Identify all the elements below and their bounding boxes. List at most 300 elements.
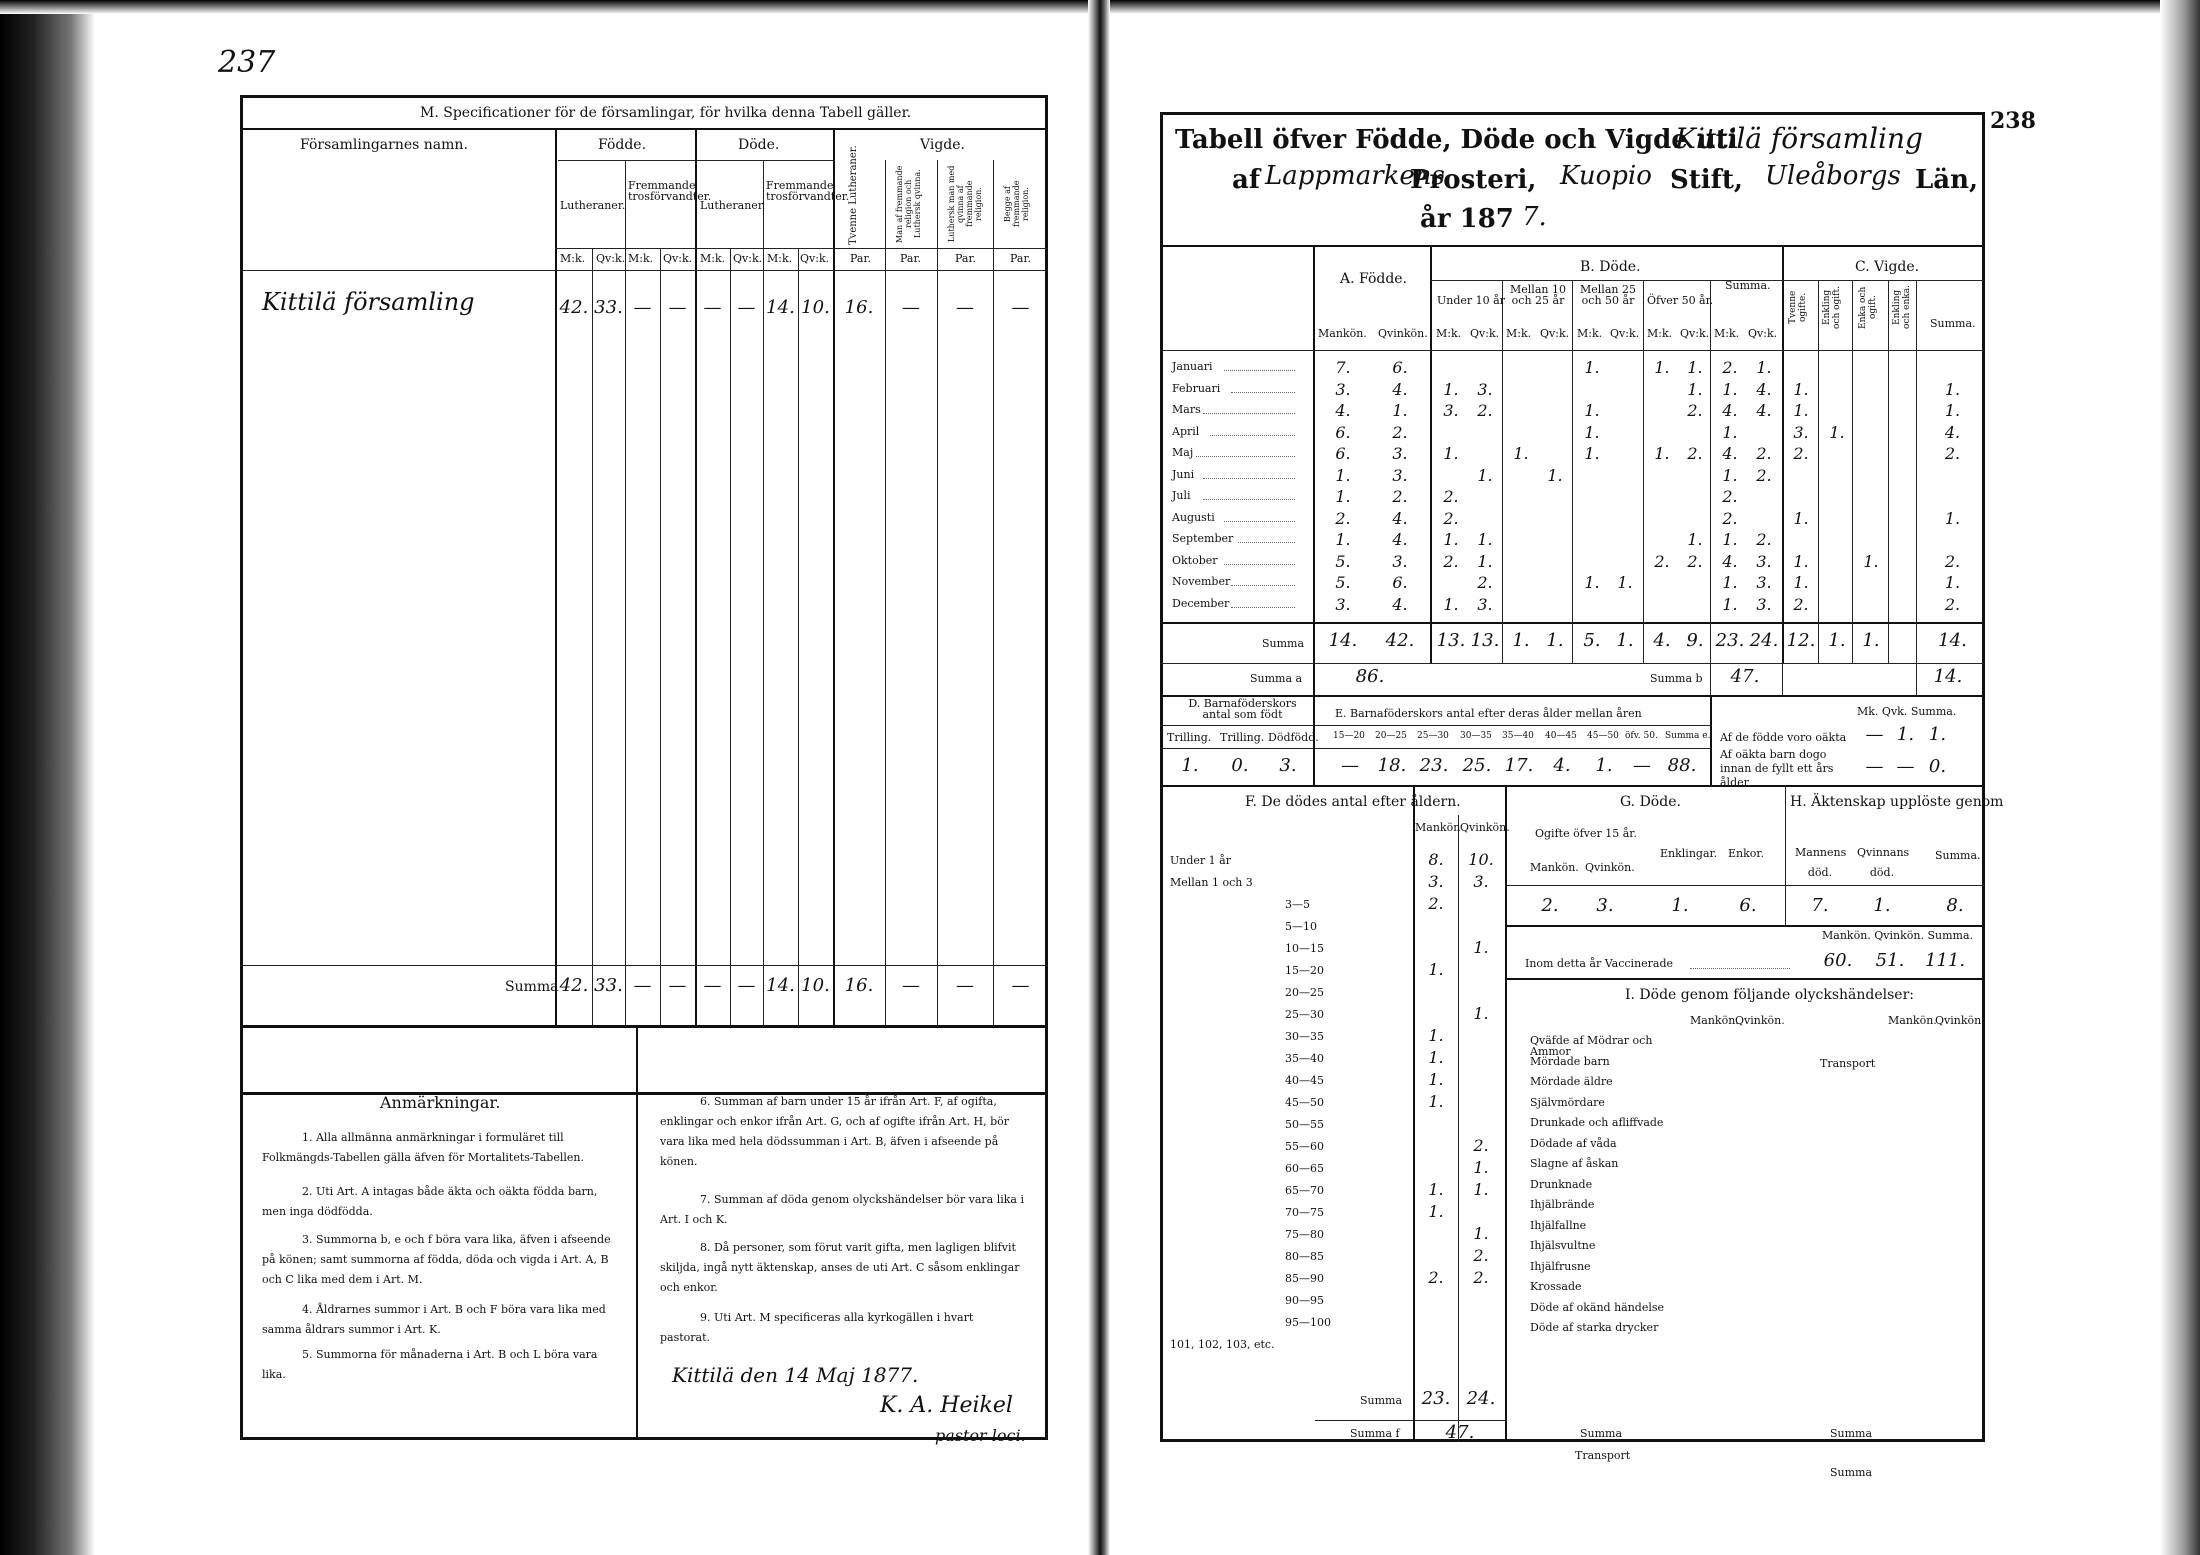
b-under10: Under 10 år (1437, 294, 1505, 307)
month-value: 1. (1584, 401, 1600, 420)
title-lan: Län, (1915, 165, 1979, 195)
month-value: 1. (1722, 379, 1738, 399)
month-value: 1. (1335, 487, 1351, 506)
hdr-qvk-2: Qv:k. (663, 252, 693, 265)
sum-val: — (956, 975, 974, 996)
e-col: 25—30 (1417, 731, 1449, 741)
b-25-50: Mellan 25 och 50 år (1580, 283, 1636, 307)
left-edge-shadow (0, 0, 95, 1555)
month-value: 5. (1335, 551, 1351, 571)
hdr-mankon: Mankön. (1318, 327, 1367, 340)
d-val-3: 3. (1279, 755, 1297, 776)
f-head: F. De dödes antal efter åldern. (1245, 794, 1461, 810)
f-m-value: 1. (1428, 1092, 1444, 1111)
leader-dots (1231, 392, 1295, 393)
hdr-qvk-3: Qv:k. (733, 252, 763, 265)
month-value: 2. (1654, 551, 1670, 571)
summa-value: 13. (1436, 630, 1466, 651)
anm-2: 2. Uti Art. A intagas både äkta och oäkta födda barn, men inga dödfödda. (262, 1185, 598, 1218)
month-value: 2. (1722, 508, 1738, 528)
g-head: G. Döde. (1620, 794, 1681, 810)
m-val: — (703, 297, 722, 318)
hdr-qvk: Qv:k. (1610, 327, 1640, 340)
month-value: 1. (1584, 358, 1600, 377)
sum-val: 14. (766, 975, 795, 996)
sub-lutheraner-fodde: Lutheraner. (560, 199, 626, 212)
f-summa-label: Summa (1360, 1394, 1403, 1407)
vacc-head: Mankön. Qvinkön. Summa. (1822, 929, 1974, 942)
hdr-qvk-1: Qv:k. (596, 252, 626, 265)
f-summa-m: 23. (1421, 1388, 1451, 1409)
month-value: 3. (1335, 594, 1351, 614)
summa-value: 1. (1616, 630, 1634, 651)
month-value: 1. (1944, 379, 1961, 399)
hdr-par-2: Par. (900, 252, 922, 265)
hdr-mk-2: M:k. (628, 252, 654, 265)
summa-value: 42. (1385, 630, 1415, 651)
title-parish: Kittilä församling (1675, 122, 1923, 155)
hdr-par-4: Par. (1010, 252, 1032, 265)
m-val: — (902, 297, 920, 318)
month-value: 2. (1687, 551, 1703, 571)
month-value: 1. (1392, 401, 1408, 420)
e-col: 35—40 (1502, 731, 1534, 741)
month-value: 3. (1443, 401, 1459, 420)
hdr-qvk: Qv:k. (1540, 327, 1570, 340)
summa-b-label: Summa b (1650, 672, 1703, 685)
e-col: Summa e. (1665, 731, 1711, 741)
month-label: Mars (1172, 403, 1201, 416)
month-label: December (1172, 596, 1230, 610)
page-number-left: 237 (218, 45, 276, 80)
month-label: Oktober (1172, 553, 1218, 567)
h-summa: Summa. (1935, 849, 1981, 862)
title-year-digit: 7. (1522, 202, 1547, 232)
month-value: 3. (1335, 379, 1351, 399)
age-label: 95—100 (1285, 1316, 1331, 1329)
book-gutter (1088, 0, 1110, 1555)
month-value: 5. (1335, 573, 1351, 592)
month-value: 6. (1392, 358, 1408, 377)
month-value: 1. (1513, 444, 1529, 463)
age-label: 55—60 (1285, 1140, 1324, 1153)
accident-label: Ihjälfallne (1530, 1218, 1587, 1232)
e-col: 45—50 (1587, 731, 1619, 741)
f-q-value: 3. (1473, 872, 1489, 891)
hdr-par-3: Par. (955, 252, 977, 265)
month-value: 4. (1756, 401, 1772, 420)
age-label: 50—55 (1285, 1118, 1324, 1131)
month-value: 4. (1335, 401, 1351, 420)
left-summa-label: Summa (505, 979, 559, 995)
d-val-2: 0. (1231, 755, 1249, 776)
d-col-2: Trilling. (1220, 731, 1265, 744)
m-val: — (737, 297, 756, 318)
month-value: 4. (1722, 444, 1738, 463)
age-label: Mellan 1 och 3 (1170, 876, 1253, 889)
m-val: — (1011, 297, 1030, 318)
month-value: 1. (1687, 379, 1703, 399)
oakta-head: Mk. Qvk. Summa. (1857, 705, 1957, 718)
signature-place: Kittilä den 14 Maj 1877. (672, 1363, 919, 1387)
month-value: 2. (1335, 508, 1351, 528)
age-label: Under 1 år (1170, 854, 1231, 867)
anm-8: 8. Då personer, som förut varit gifta, men lagligen blifvit skiljda, ingå nytt äktenskap, anses de uti Art. C såsom enklingar och enkor. (660, 1241, 1020, 1294)
month-value: 1. (1584, 444, 1600, 463)
h-val-3: 8. (1946, 895, 1964, 916)
h-val-2: 1. (1873, 895, 1891, 916)
accident-label: Ihjälbrände (1530, 1198, 1595, 1211)
month-value: 1. (1793, 551, 1809, 571)
sum-val: — (1011, 975, 1030, 996)
accident-label: Mördade barn (1530, 1054, 1610, 1068)
month-label: Januari (1172, 360, 1213, 373)
hdr-qvk: Qv:k. (1748, 327, 1778, 340)
hdr-qvk: Qv:k. (1470, 327, 1500, 340)
month-value: 2. (1722, 487, 1738, 506)
signature-name: K. A. Heikel (880, 1393, 1013, 1418)
summa-label: Summa (1262, 637, 1305, 650)
anm-1: 1. Alla allmänna anmärkningar i formuläret till Folkmängds-Tabellen gälla äfven för Mortalitets-Tabellen. (262, 1131, 584, 1164)
month-value: 2. (1392, 422, 1408, 442)
i-mankon-1: Mankön. (1690, 1014, 1739, 1027)
month-value: 7. (1335, 358, 1351, 377)
month-value: 1. (1687, 358, 1703, 377)
title-stift-name: Kuopio (1560, 161, 1652, 191)
i-transport-bottom: Transport (1575, 1449, 1631, 1462)
leader-dots (1224, 521, 1295, 522)
summa-a-value: 86. (1355, 666, 1385, 687)
e-col: 15—20 (1333, 731, 1365, 741)
month-value: 2. (1477, 401, 1493, 420)
summa-value: 24. (1749, 630, 1779, 651)
leader-dots (1196, 456, 1295, 457)
f-m-value: 1. (1428, 1048, 1444, 1067)
h-val-1: 7. (1811, 895, 1829, 916)
h-qvinnans: Qvinnans död. (1857, 846, 1910, 879)
title-prosteri: Prosteri, (1410, 165, 1537, 195)
age-label: 30—35 (1285, 1030, 1324, 1043)
col-dode: Döde. (738, 137, 780, 153)
page-number-right: 238 (1990, 108, 2036, 134)
summa-value: 14. (1328, 630, 1358, 651)
month-value: 3. (1392, 465, 1408, 485)
accident-label: Döde af starka drycker (1530, 1321, 1659, 1334)
summa-value: 23. (1715, 630, 1745, 651)
h-mannens: Mannens död. (1795, 846, 1847, 879)
e-value: 17. (1504, 755, 1534, 776)
month-value: 1. (1584, 422, 1600, 442)
age-label: 20—25 (1285, 986, 1324, 999)
i-mankon-2: Mankön. (1888, 1014, 1937, 1027)
oakta-1: Af de födde voro oäkta (1720, 731, 1847, 744)
month-value: 2. (1443, 551, 1459, 571)
month-value: 1. (1793, 508, 1809, 528)
month-value: 2. (1756, 465, 1772, 485)
age-label: 65—70 (1285, 1184, 1324, 1197)
month-value: 1. (1443, 444, 1459, 463)
sub-man-af: Man af fremmande religion och Luthersk qvinna. (895, 165, 922, 243)
anm-4: 4. Åldrarnes summor i Art. B och F böra vara lika med samma åldrars summor i Art. K. (262, 1303, 606, 1336)
accident-label: Ihjälfrusne (1530, 1259, 1591, 1273)
leader-dots (1231, 585, 1295, 586)
i-transport: Transport (1820, 1057, 1876, 1070)
d-head: D. Barnaföderskors antal som födt (1188, 697, 1297, 721)
m-val: — (633, 297, 652, 318)
accident-label: Självmördare (1530, 1095, 1605, 1109)
hdr-mk-4: M:k. (767, 252, 793, 265)
anm-6: 6. Summan af barn under 15 år ifrån Art. F, af ogifta, enklingar och enkor ifrån Art. G, och af ogifte ifrån Art. H, bör vara lika med hela dödssumman i Art. B, äfven i afseende på könen. (660, 1095, 1010, 1168)
f-q-value: 2. (1473, 1268, 1489, 1287)
oakta-1-v3: 1. (1928, 724, 1947, 745)
f-m-value: 1. (1428, 960, 1444, 979)
f-q-value: 1. (1473, 938, 1489, 957)
sum-val: — (737, 975, 756, 996)
month-value: 1. (1829, 422, 1845, 442)
e-col: 30—35 (1460, 731, 1492, 741)
summa-value: 14. (1938, 630, 1967, 651)
m-val: 33. (594, 297, 623, 318)
c-enka-ogift: Enka och ogift. (1858, 286, 1878, 329)
c-enkling-ogift: Enkling och ogift. (1822, 286, 1842, 329)
month-value: 1. (1944, 401, 1961, 420)
month-value: 4. (1392, 594, 1408, 614)
accident-label: Dödade af våda (1530, 1136, 1617, 1150)
oakta-2-v1: — (1865, 756, 1884, 777)
age-label: 45—50 (1285, 1096, 1324, 1109)
month-value: 2. (1944, 444, 1961, 463)
g-val-1: 2. (1541, 895, 1559, 916)
g-ogifta: Ogifte öfver 15 år. (1535, 827, 1637, 840)
summa-value: 4. (1653, 630, 1671, 651)
leader-dots (1203, 478, 1295, 479)
g-val-4: 6. (1739, 895, 1757, 916)
anm-title: Anmärkningar. (380, 1093, 501, 1112)
month-value: 6. (1392, 573, 1408, 592)
g-enklingar: Enklingar. (1660, 847, 1718, 860)
age-label: 10—15 (1285, 942, 1324, 955)
f-m-value: 1. (1428, 1026, 1444, 1045)
c-enkling-enka: Enkling och enka. (1892, 285, 1912, 330)
age-label: 40—45 (1285, 1074, 1324, 1087)
f-m-value: 1. (1428, 1202, 1444, 1221)
summa-value: 1. (1862, 630, 1880, 651)
month-value: 4. (1722, 551, 1738, 571)
left-table-frame (240, 95, 1048, 1095)
hdr-mk: M:k. (1647, 327, 1673, 340)
month-value: 2. (1756, 530, 1772, 549)
e-value: 88. (1667, 755, 1697, 776)
month-value: 2. (1443, 487, 1459, 506)
month-value: 4. (1944, 422, 1961, 442)
oakta-1-v2: 1. (1896, 724, 1915, 745)
title-line-1: Tabell öfver Födde, Döde och Vigde uti (1175, 125, 1738, 155)
sum-val: — (902, 975, 920, 996)
i-summa: Summa (1580, 1427, 1623, 1440)
month-value: 1. (1722, 594, 1738, 614)
month-value: 1. (1944, 573, 1961, 592)
sum-val: 10. (801, 975, 830, 996)
title-stift: Stift, (1670, 165, 1743, 195)
month-label: November (1172, 575, 1231, 588)
leader-dots (1231, 607, 1295, 608)
e-value: 25. (1462, 755, 1492, 776)
age-label: 15—20 (1285, 964, 1324, 977)
g-mankon: Mankön. (1530, 861, 1579, 874)
age-label: 35—40 (1285, 1052, 1324, 1065)
sum-val: 33. (594, 975, 623, 996)
title-lan-name: Uleåborgs (1765, 161, 1901, 191)
month-label: Juli (1172, 489, 1191, 502)
summa-value: 1. (1546, 630, 1564, 651)
b-summa: Summa. (1725, 279, 1771, 292)
month-value: 1. (1863, 551, 1879, 571)
month-value: 1. (1443, 379, 1459, 399)
f-m-value: 8. (1428, 850, 1444, 869)
hdr-qvk-4: Qv:k. (800, 252, 830, 265)
anm-9: 9. Uti Art. M specificeras alla kyrkogällen i hvart pastorat. (660, 1311, 974, 1344)
i-qvinkon-2: Qvinkön. (1935, 1014, 1985, 1027)
age-label: 85—90 (1285, 1272, 1324, 1285)
month-value: 1. (1477, 465, 1493, 485)
leader-dots (1224, 564, 1295, 565)
sum-val: — (633, 975, 652, 996)
g-val-2: 3. (1596, 895, 1614, 916)
month-value: 2. (1392, 487, 1408, 506)
month-value: 2. (1793, 444, 1809, 463)
month-value: 1. (1477, 551, 1493, 571)
anm-7: 7. Summan af döda genom olyckshändelser bör vara lika i Art. I och K. (660, 1193, 1024, 1226)
summa-value: 1. (1512, 630, 1530, 651)
hdr-qvk: Qv:k. (1680, 327, 1710, 340)
d-col-3: Dödfödd. (1268, 731, 1319, 744)
f-mankon: Mankön (1415, 821, 1461, 834)
f-summa-f-value: 47. (1445, 1422, 1475, 1443)
month-value: 2. (1687, 444, 1703, 463)
c-tvenne: Tvenne ogifte. (1788, 290, 1808, 325)
i-summa-3: Summa (1830, 1466, 1873, 1479)
title-prosteri-name: Lappmarkens (1265, 161, 1445, 191)
sub-lutheraner-dode: Lutheraner. (700, 199, 766, 212)
month-value: 6. (1335, 422, 1351, 442)
summa-value: 9. (1686, 630, 1704, 651)
sub-tvenne: Tvenne Lutheraner. (848, 145, 859, 245)
accident-label: Ihjälsvultne (1530, 1239, 1596, 1252)
col-vigde: Vigde. (920, 137, 966, 153)
month-value: 1. (1944, 508, 1961, 528)
month-value: 1. (1477, 530, 1493, 549)
age-label: 90—95 (1285, 1294, 1324, 1307)
month-value: 2. (1793, 594, 1809, 614)
sum-val: 16. (844, 975, 874, 996)
month-value: 1. (1793, 401, 1809, 420)
m-val: 14. (766, 297, 795, 318)
col-fodde: Födde. (598, 137, 647, 153)
month-value: 3. (1756, 594, 1772, 614)
summa-b-value: 47. (1730, 666, 1760, 687)
c-summa: Summa. (1930, 317, 1976, 330)
title-year: år 187 (1420, 204, 1514, 234)
month-value: 1. (1617, 573, 1633, 592)
month-value: 3. (1392, 444, 1408, 463)
month-label: Februari (1172, 381, 1221, 395)
hdr-mk: M:k. (1506, 327, 1532, 340)
month-value: 1. (1756, 358, 1772, 377)
anm-5: 5. Summorna för månaderna i Art. B och L böra vara lika. (262, 1348, 598, 1381)
f-qvinkon: Qvinkön. (1460, 821, 1510, 834)
month-value: 2. (1722, 358, 1738, 377)
sum-val: — (668, 975, 687, 996)
anm-3: 3. Summorna b, e och f böra vara lika, äfven i afseende på könen; samt summorna af födda, döda och vigda i Art. A, B och C lika med dem i Art. M. (262, 1233, 611, 1286)
vacc-val-2: 51. (1875, 950, 1905, 971)
accident-label: Döde af okänd händelse (1530, 1300, 1665, 1314)
month-value: 1. (1443, 594, 1459, 614)
month-value: 6. (1335, 444, 1351, 463)
summa-value: 1. (1828, 630, 1846, 651)
age-label: 80—85 (1285, 1250, 1324, 1263)
section-m-title: M. Specificationer för de församlingar, för hvilka denna Tabell gäller. (420, 105, 912, 121)
age-label: 101, 102, 103, etc. (1170, 1338, 1275, 1351)
vacc-val-1: 60. (1823, 950, 1853, 971)
signature-title: pastor loci. (935, 1426, 1026, 1445)
oakta-2: Af oäkta barn dogo innan de fyllt ett års ålder (1720, 748, 1834, 789)
b-head: B. Döde. (1580, 259, 1641, 275)
summa-value: 12. (1786, 630, 1816, 651)
month-value: 1. (1547, 465, 1563, 485)
hdr-qvinkon: Qvinkön. (1378, 327, 1428, 340)
e-value: — (1633, 755, 1651, 776)
i-summa-2: Summa (1830, 1427, 1873, 1440)
m-val: 10. (801, 297, 830, 318)
e-value: 18. (1377, 755, 1407, 776)
sub-fremmande-dode: Fremmande trosförvandter. (766, 179, 850, 203)
month-value: 4. (1392, 508, 1408, 528)
h-head: H. Äktenskap upplöste genom (1790, 794, 2004, 810)
sub-luthersk-man: Luthersk man med qvinna af fremmande religion. (947, 165, 983, 243)
sum-val: 42. (559, 975, 589, 996)
summa-value: 5. (1583, 630, 1601, 651)
month-value: 1. (1722, 422, 1738, 442)
hdr-par-1: Par. (850, 252, 872, 265)
oakta-2-v2: — (1896, 756, 1915, 777)
oakta-2-v3: 0. (1928, 756, 1947, 777)
age-label: 3—5 (1285, 898, 1310, 911)
leader-dots (1224, 370, 1295, 371)
leader-dots (1238, 542, 1295, 543)
month-value: 1. (1722, 465, 1738, 485)
hdr-mk-1: M:k. (560, 252, 586, 265)
sum-val: — (703, 975, 722, 996)
month-value: 1. (1793, 379, 1809, 399)
age-label: 60—65 (1285, 1162, 1324, 1175)
month-value: 1. (1722, 530, 1738, 549)
f-summa-q: 24. (1466, 1388, 1496, 1409)
month-value: 3. (1392, 551, 1408, 571)
month-value: 3. (1793, 422, 1809, 442)
e-value: — (1341, 755, 1359, 776)
hdr-mk: M:k. (1577, 327, 1603, 340)
month-value: 2. (1756, 444, 1772, 463)
month-label: Maj (1172, 446, 1194, 459)
vacc-val-3: 111. (1925, 950, 1966, 971)
e-col: 40—45 (1545, 731, 1577, 741)
month-value: 4. (1392, 530, 1408, 549)
month-value: 2. (1443, 508, 1459, 528)
i-head: I. Döde genom följande olyckshändelser: (1625, 987, 1914, 1003)
a-head: A. Födde. (1340, 271, 1408, 287)
m-val: 42. (559, 297, 589, 318)
b-over50: Öfver 50 år. (1647, 294, 1714, 307)
